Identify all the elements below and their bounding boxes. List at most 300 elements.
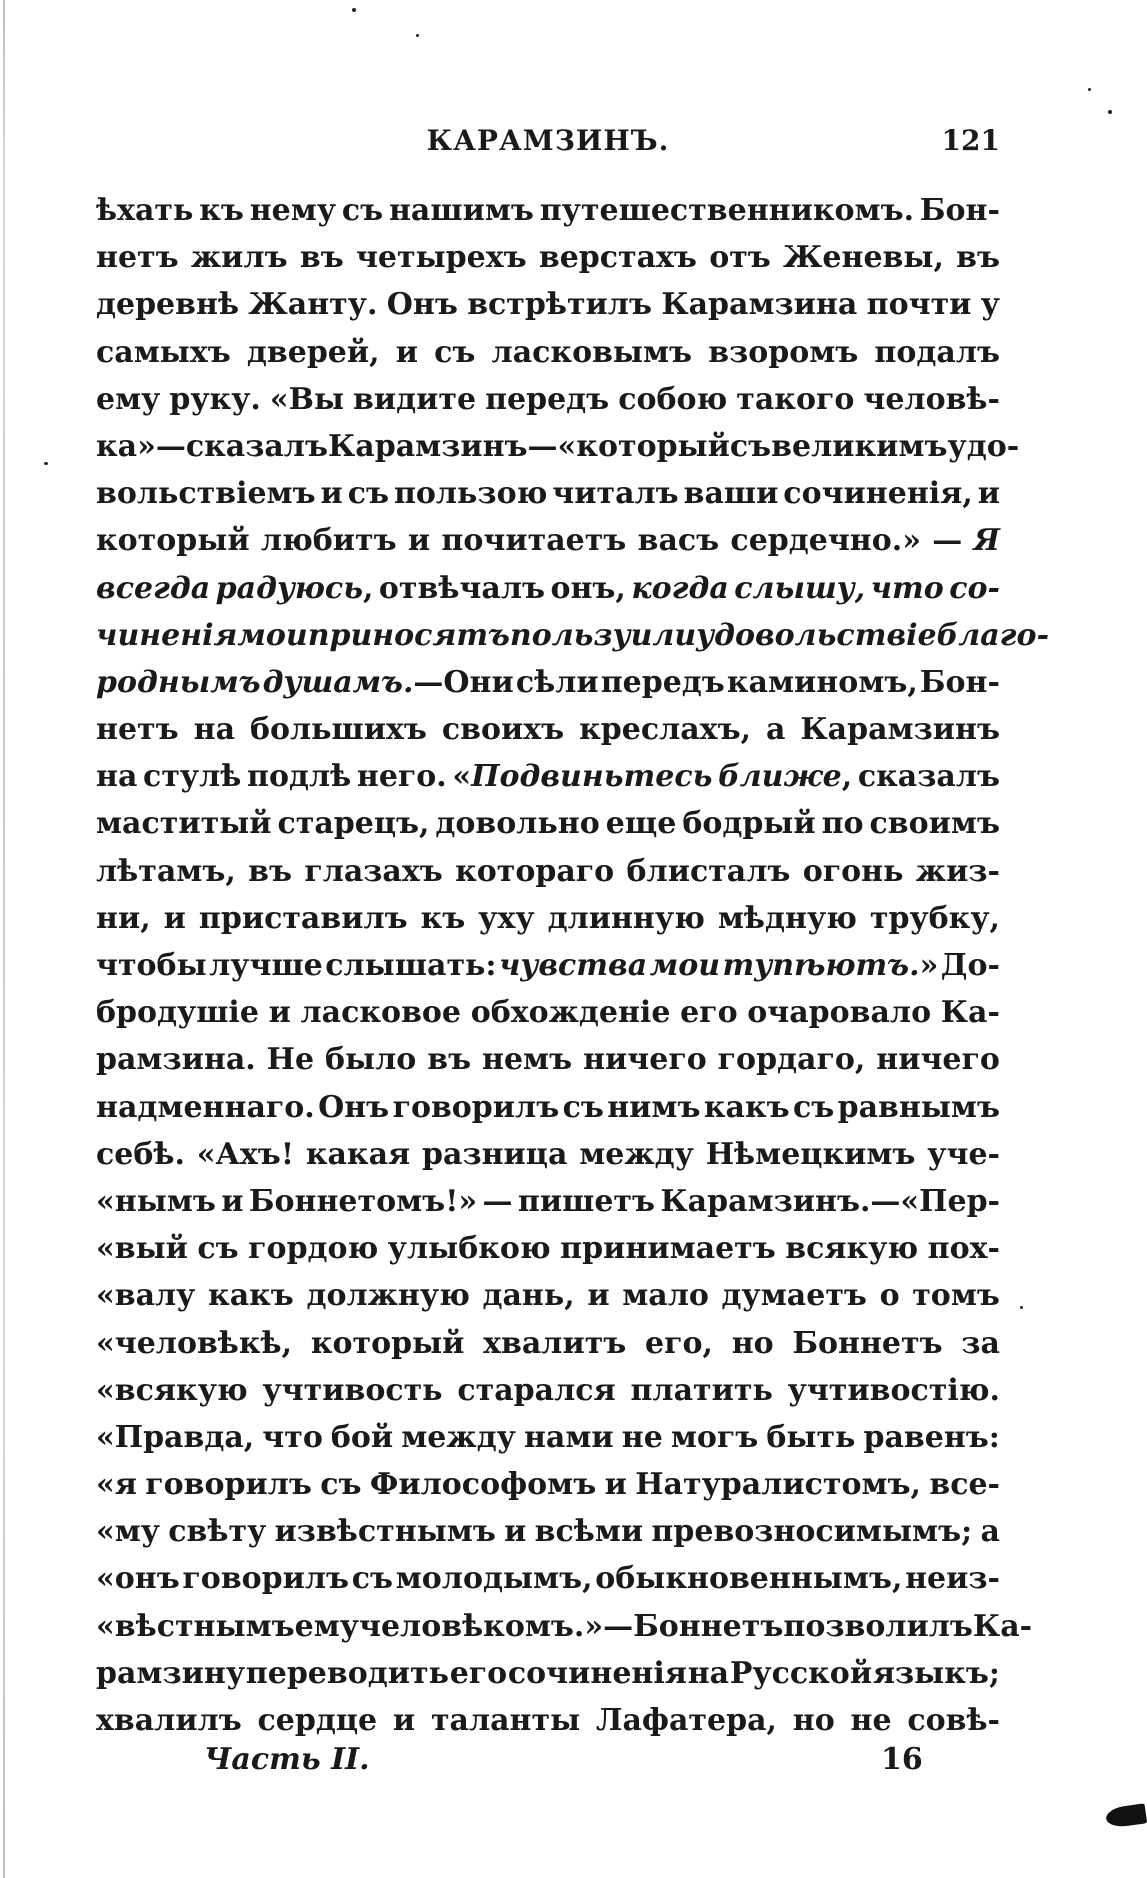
text-word [427,1036,471,1083]
text-run: Боннетомъ!» [248,1183,478,1219]
text-run: «я [96,1467,137,1503]
text-run: дань, [482,1278,575,1314]
text-word [730,1650,872,1697]
text-run: неиз- [905,1561,1000,1597]
text-run: длинную [547,900,705,936]
ink-speck [44,462,48,465]
text-word [920,187,1000,234]
text-word [518,1178,655,1225]
text-run: путешественникомъ. [539,193,915,228]
page-edge-line [3,0,5,1878]
text-run: трубку, [869,900,1000,936]
text-run: совѣ- [907,1703,1000,1738]
text-word [948,423,1020,470]
text-word [929,1461,1000,1508]
text-run: рамзина. [96,1042,256,1078]
ink-blot [1105,1803,1147,1828]
text-run: не [621,1419,663,1455]
text-word [96,706,179,753]
text-run: говорилъ [182,1561,350,1597]
text-line [96,612,1050,659]
text-word [483,1320,626,1367]
text-word [197,1131,294,1178]
text-run: «Ахъ! [196,1136,294,1172]
text-word [221,1178,243,1225]
text-word [199,187,244,234]
text-run: всѣми [534,1514,644,1550]
text-word [96,1414,254,1461]
text-run: улыбкою [387,1231,551,1267]
text-word [96,1555,180,1602]
text-run: томъ [912,1278,1000,1314]
part-label: Часть II. [204,1742,370,1777]
text-word [408,517,430,564]
text-run: свѣту [168,1514,267,1550]
text-word [627,848,791,895]
text-word [688,1650,729,1697]
text-word [168,1508,266,1555]
text-word [709,234,771,281]
text-run: Не [266,1042,315,1078]
text-run: платить [630,1372,773,1408]
text-word [482,1272,574,1319]
text-word [851,1697,892,1744]
text-word [96,1131,185,1178]
text-run: «вый [96,1231,188,1267]
text-line [96,565,1000,612]
text-word [308,612,510,659]
text-run: Карамзина [661,287,858,323]
text-run: о [879,1278,900,1314]
text-word [638,517,720,564]
text-word [422,1131,567,1178]
text-run: сердечно.» [730,523,921,559]
text-word [143,753,241,800]
text-word [783,234,944,281]
text-word [956,234,1000,281]
text-word [560,1225,776,1272]
text-run: на [96,759,138,795]
text-run: ваши [683,476,779,512]
page-footer [96,1742,1000,1786]
text-run: ласковое [300,995,462,1031]
text-word [441,517,626,564]
text-run: бродушіе [96,995,259,1031]
text-word [539,234,697,281]
text-word [247,753,351,800]
text-run: очаровало [747,995,932,1031]
text-word [359,1603,783,1650]
text-word [704,1084,790,1131]
text-run: ему [96,381,161,417]
text-run: разница [422,1136,568,1172]
text-run: , [363,570,374,606]
text-run: гордою [248,1231,379,1267]
text-word [250,706,427,753]
text-line [96,281,1000,328]
text-run: нетъ [96,240,179,276]
text-word [237,612,307,659]
text-line [96,1697,1000,1744]
text-run: за [961,1325,1000,1361]
text-word [730,423,771,470]
ink-speck [1108,110,1112,114]
text-word [96,1603,295,1650]
text-line [96,942,1000,989]
text-run: жилъ [190,240,288,276]
text-run: Карамзинъ.—«Пер- [660,1183,1000,1219]
text-word [595,1555,902,1602]
text-word [548,895,705,942]
text-word [696,612,936,659]
text-word [730,517,921,564]
text-run: читалъ [552,476,679,512]
text-word [304,848,442,895]
text-run: но [792,1703,835,1738]
text-run: и [395,334,418,370]
ink-speck [352,8,356,12]
text-run: бодрый [682,806,816,842]
text-run: нами [523,1419,614,1455]
signature-mark: 16 [881,1742,923,1777]
text-run: что [262,1419,323,1455]
text-run: себѣ. [96,1136,185,1172]
text-run: лучше [209,948,323,983]
text-word [387,281,458,328]
italic-text: приносятъ [307,617,510,653]
italic-text: чиненія [96,617,238,653]
text-word [880,1272,900,1319]
text-word [867,281,972,328]
text-word [871,565,944,612]
text-run: и [407,523,431,559]
text-word [727,659,918,706]
text-run: позволилъ [783,1608,973,1644]
text-word [263,659,514,706]
text-word [973,1603,1032,1650]
text-run: и [587,1278,610,1314]
text-line [96,1414,1000,1461]
text-word [421,895,466,942]
text-word [863,376,1000,423]
text-run: Нѣмецкимъ [705,1136,916,1172]
text-word [920,659,1000,706]
text-run: и [504,1514,527,1550]
italic-text: когда [631,570,729,606]
italic-text: роднымъ [96,664,261,700]
text-word [783,1603,973,1650]
text-word [792,1320,942,1367]
text-word [267,1036,314,1083]
text-word [793,1697,835,1744]
text-run: , [841,759,853,795]
text-run: сердце [257,1703,378,1738]
text-word [396,1555,593,1602]
text-word [682,800,815,847]
text-run: дверей, [246,334,380,370]
text-word [452,753,712,800]
text-word [961,1320,1000,1367]
text-word [858,753,1000,800]
text-run: къ [420,900,466,936]
text-run: и [604,1467,627,1503]
text-word [631,565,729,612]
text-word [393,1697,415,1744]
text-word [504,1508,526,1555]
text-run: нему [249,193,337,228]
text-run: и [320,476,343,512]
text-run: Ка- [972,1608,1033,1644]
text-run: но [731,1325,774,1361]
text-word [199,895,408,942]
text-word [396,329,418,376]
text-word [248,1225,378,1272]
text-run: надменнаго. [96,1089,315,1125]
text-line [96,1650,1000,1697]
text-word [981,281,1000,328]
text-word [247,329,380,376]
text-run: глазахъ [304,853,443,889]
text-word [587,1272,609,1319]
text-word [194,706,235,753]
text-run: языкъ; [872,1655,1000,1691]
text-word [563,1084,604,1131]
text-run: чтобы [96,948,207,983]
text-line [96,376,1000,423]
text-run: еще [605,806,677,842]
text-word [766,1414,855,1461]
text-word [388,1225,551,1272]
text-run: съ [729,428,772,464]
text-word [535,1508,644,1555]
text-run: въ [427,1042,472,1078]
text-run: Бон- [919,193,1000,228]
text-word [197,1225,238,1272]
text-run: сочиненія, [783,476,973,512]
text-word [348,470,389,517]
text-run: хвалитъ [483,1325,627,1361]
text-word [96,1225,188,1272]
text-line [96,1131,1000,1178]
text-run: могъ [670,1419,759,1455]
text-run: видите [353,381,477,417]
text-word [485,376,609,423]
text-run: его, [645,1325,713,1361]
text-word [492,329,693,376]
text-word [980,1508,999,1555]
italic-text: удовольствіе [696,617,937,653]
text-run: а [765,712,786,748]
text-run: всякую [785,1231,919,1267]
text-word [907,1697,1000,1744]
text-line [96,989,1000,1036]
text-word [318,1084,389,1131]
text-line [96,1272,1000,1319]
text-line [96,517,1000,564]
text-word [306,1131,410,1178]
text-run: ни, [96,900,151,936]
text-word [301,989,461,1036]
text-run: деревнѣ [96,287,240,323]
text-word [601,659,725,706]
text-word [457,1367,615,1414]
text-run: между [401,1419,516,1455]
ink-speck [416,34,419,37]
text-run: » [919,948,939,983]
text-run: великимъ [771,428,948,464]
text-run: креслахъ, [579,712,752,748]
text-run: уче- [927,1136,1000,1172]
text-run: жиз- [915,853,1000,889]
text-word [524,1414,614,1461]
text-word [258,1697,378,1744]
text-word [209,942,323,989]
text-word [96,942,207,989]
italic-text: всегда [96,570,211,606]
text-run: на [687,1655,730,1691]
text-run: какая [305,1136,411,1172]
text-run: стулѣ [143,759,242,795]
text-run: сказалъ [857,759,1000,795]
italic-text: чувства [498,948,648,983]
text-run: « [452,759,472,795]
text-word [747,989,931,1036]
text-line [96,234,1000,281]
text-word [321,470,343,517]
text-run: четырехъ [355,240,527,276]
text-run: было [325,1042,417,1078]
text-word [300,234,344,281]
text-line [96,659,1000,706]
text-run: гордаго, [717,1042,866,1078]
text-run: старецъ, [277,806,430,842]
text-run: и [163,900,186,936]
text-word [783,470,973,517]
text-word [96,423,328,470]
text-line [96,1461,1000,1508]
text-word [270,376,344,423]
text-word [262,1414,323,1461]
text-word [863,1414,999,1461]
text-word [800,706,1000,753]
text-word [766,706,785,753]
text-word [394,470,547,517]
text-run: передъ [600,664,725,700]
text-word [379,565,545,612]
text-run: у [980,287,1000,323]
text-line [96,1178,1000,1225]
text-run: нетъ [96,712,179,748]
text-run: —Они [413,664,514,700]
text-run: въ [248,853,292,889]
text-run: какъ [208,1278,294,1314]
text-run: «валу [96,1278,196,1314]
text-run: Карамзинъ—«который [327,428,730,464]
text-line [96,1320,1000,1367]
text-word [96,895,151,942]
text-word [353,376,476,423]
text-run: «Правда, [96,1419,255,1455]
text-run: не [850,1703,892,1738]
text-word [660,1178,1000,1225]
text-word [352,1555,393,1602]
text-line [96,470,1000,517]
italic-text: благо- [936,617,1050,653]
text-run: маститый [96,806,272,842]
text-word [622,1272,709,1319]
text-run: съ [341,193,384,228]
text-word [471,989,671,1036]
text-word [401,1414,516,1461]
text-word [718,1036,866,1083]
text-word [248,848,292,895]
text-word [434,329,475,376]
text-word [96,989,259,1036]
text-word [579,706,751,753]
text-run: который [96,523,250,559]
text-word [96,800,272,847]
text-run: блисталъ [626,853,791,889]
italic-text: Я [973,523,1000,559]
text-run: сочиненія [507,1655,687,1691]
text-run: хвалилъ [96,1703,242,1738]
text-run: удо- [947,428,1020,464]
text-run: ничего [876,1042,1000,1078]
text-run: и [268,995,291,1031]
text-run: «Вы [269,381,345,417]
text-word [356,234,527,281]
text-word [596,1697,777,1744]
text-run: «вѣстнымъ [96,1608,295,1644]
italic-text: ближе [718,759,842,795]
text-word [96,1036,256,1083]
text-word [583,1036,707,1083]
text-line [96,1603,1033,1650]
text-run: Карамзинъ [800,712,1000,748]
italic-text: радуюсь [215,570,363,606]
italic-text: душамъ. [262,664,414,700]
text-word [431,1697,580,1744]
text-word [785,1225,918,1272]
text-word [96,1650,245,1697]
text-run: Философомъ [369,1467,597,1503]
text-run: человѣ- [863,381,1000,417]
text-word [651,1508,972,1555]
text-line [96,1555,1000,1602]
text-word [631,612,697,659]
text-word [974,517,1000,564]
text-word [928,1225,1000,1272]
text-word [661,281,857,328]
text-run: каминомъ, [726,664,918,700]
text-run: ка»—сказалъ [96,428,328,464]
text-run: въ [956,240,1000,276]
ink-speck [1020,1306,1023,1309]
text-run: по [821,806,864,842]
text-run: какъ [703,1089,790,1125]
text-word [320,1461,361,1508]
italic-text: со- [949,570,1000,606]
text-word [905,1555,1000,1602]
text-line [96,329,1000,376]
text-run: человѣкомъ.»—Боннетъ [359,1608,784,1644]
text-word [96,376,160,423]
text-run: съ [347,476,390,512]
text-word [246,1650,449,1697]
text-run: говорилъ [392,1089,560,1125]
text-line [96,1367,1000,1414]
text-word [510,612,631,659]
